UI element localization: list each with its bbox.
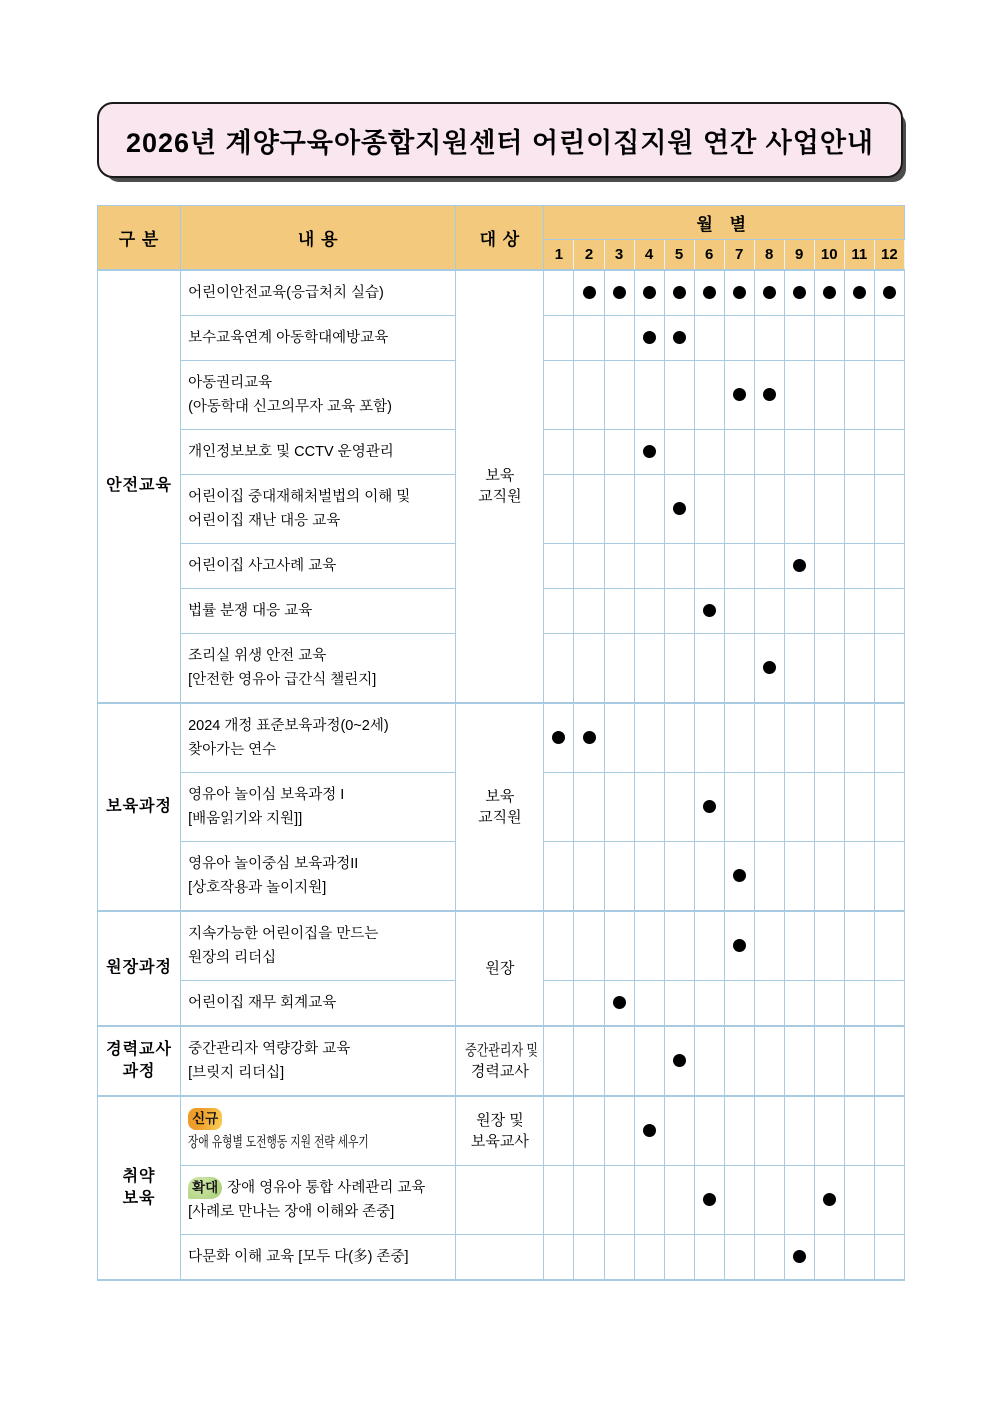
- month-cell: [634, 588, 664, 633]
- month-cell: [664, 1234, 694, 1280]
- month-cell: [844, 703, 874, 773]
- content-cell: 보수교육연계 아동학대예방교육: [181, 315, 456, 360]
- month-cell: [784, 1234, 814, 1280]
- month-cell: [544, 841, 574, 911]
- month-cell: [844, 588, 874, 633]
- month-cell: [874, 543, 904, 588]
- schedule-dot: [643, 331, 656, 344]
- month-cell: [544, 980, 574, 1026]
- month-cell: [604, 841, 634, 911]
- document-title: 2026년 계양구육아종합지원센터 어린이집지원 연간 사업안내: [97, 102, 903, 178]
- col-header-target: 대 상: [456, 206, 544, 270]
- month-cell: [664, 1026, 694, 1096]
- month-cell: [544, 360, 574, 429]
- month-cell: [694, 315, 724, 360]
- month-cell: [664, 633, 694, 703]
- content-cell: 중간관리자 역량강화 교육 [브릿지 리더십]: [181, 1026, 456, 1096]
- month-cell: [784, 1165, 814, 1234]
- month-cell: [544, 911, 574, 981]
- month-cell: [664, 360, 694, 429]
- month-cell: [664, 1165, 694, 1234]
- month-cell: [544, 543, 574, 588]
- target-cell: 중간관리자 및 경력교사: [456, 1026, 544, 1096]
- content-cell: 영유아 놀이중심 보육과정II [상호작용과 놀이지원]: [181, 841, 456, 911]
- schedule-dot: [733, 388, 746, 401]
- month-cell: [784, 588, 814, 633]
- month-cell: [634, 1096, 664, 1166]
- month-cell: [604, 703, 634, 773]
- month-cell: [874, 911, 904, 981]
- month-cell: [574, 1234, 604, 1280]
- content-cell: 지속가능한 어린이집을 만드는 원장의 리더십: [181, 911, 456, 981]
- month-cell: [874, 703, 904, 773]
- table-row: [98, 1234, 905, 1280]
- schedule-dot: [703, 604, 716, 617]
- month-cell: [814, 980, 844, 1026]
- month-cell: [754, 1096, 784, 1166]
- month-cell: [784, 980, 814, 1026]
- schedule-dot: [853, 286, 866, 299]
- month-cell: [844, 772, 874, 841]
- month-cell: [694, 474, 724, 543]
- month-cell: [574, 1026, 604, 1096]
- schedule-dot: [823, 1193, 836, 1206]
- schedule-dot: [583, 731, 596, 744]
- schedule-dot: [733, 286, 746, 299]
- month-cell: [874, 474, 904, 543]
- month-cell: [724, 543, 754, 588]
- category-cell: 취약 보육: [98, 1096, 181, 1280]
- month-cell: [784, 474, 814, 543]
- month-cell: [754, 980, 784, 1026]
- content-cell: 아동권리교육 (아동학대 신고의무자 교육 포함): [181, 360, 456, 429]
- month-cell: [754, 703, 784, 773]
- month-cell: [814, 1165, 844, 1234]
- month-cell: [754, 841, 784, 911]
- month-cell: [634, 429, 664, 474]
- month-cell: [874, 633, 904, 703]
- month-header-11: 11: [844, 240, 874, 270]
- month-cell: [844, 841, 874, 911]
- month-cell: [634, 1234, 664, 1280]
- month-cell: [664, 772, 694, 841]
- month-cell: [544, 270, 574, 316]
- month-cell: [604, 429, 634, 474]
- table-row: [98, 1096, 905, 1166]
- content-cell: 어린이집 재무 회계교육: [181, 980, 456, 1026]
- month-header-8: 8: [754, 240, 784, 270]
- month-cell: [574, 772, 604, 841]
- content-cell: 어린이안전교육(응급처치 실습): [181, 270, 456, 316]
- month-cell: [634, 360, 664, 429]
- month-cell: [544, 429, 574, 474]
- month-cell: [574, 360, 604, 429]
- month-cell: [844, 543, 874, 588]
- target-cell: 원장 및 보육교사: [456, 1096, 544, 1166]
- table-row: [98, 703, 905, 773]
- content-cell: 어린이집 중대재해처벌법의 이해 및 어린이집 재난 대응 교육: [181, 474, 456, 543]
- month-cell: [604, 980, 634, 1026]
- month-header-9: 9: [784, 240, 814, 270]
- schedule-dot: [673, 286, 686, 299]
- month-cell: [784, 543, 814, 588]
- month-cell: [664, 703, 694, 773]
- schedule-dot: [703, 286, 716, 299]
- month-cell: [664, 543, 694, 588]
- schedule-dot: [583, 286, 596, 299]
- content-cell: 신규장애 유형별 도전행동 지원 전략 세우기: [181, 1096, 456, 1166]
- month-cell: [724, 1234, 754, 1280]
- month-cell: [664, 474, 694, 543]
- month-cell: [784, 270, 814, 316]
- month-cell: [634, 911, 664, 981]
- schedule-dot: [793, 1250, 806, 1263]
- month-cell: [664, 429, 694, 474]
- schedule-dot: [613, 286, 626, 299]
- month-cell: [604, 772, 634, 841]
- month-cell: [544, 1165, 574, 1234]
- month-header-7: 7: [724, 240, 754, 270]
- month-cell: [784, 1026, 814, 1096]
- month-cell: [754, 360, 784, 429]
- schedule-dot: [763, 286, 776, 299]
- month-cell: [784, 429, 814, 474]
- month-cell: [664, 911, 694, 981]
- schedule-dot: [763, 661, 776, 674]
- month-cell: [574, 588, 604, 633]
- month-cell: [814, 633, 844, 703]
- month-header-3: 3: [604, 240, 634, 270]
- month-cell: [754, 588, 784, 633]
- table-row: [98, 270, 905, 316]
- month-cell: [724, 1026, 754, 1096]
- month-cell: [604, 543, 634, 588]
- schedule-dot: [643, 286, 656, 299]
- month-cell: [664, 980, 694, 1026]
- category-cell: 경력교사 과정: [98, 1026, 181, 1096]
- month-cell: [544, 474, 574, 543]
- month-cell: [874, 270, 904, 316]
- content-cell: 확대 장애 영유아 통합 사례관리 교육 [사례로 만나는 장애 이해와 존중]: [181, 1165, 456, 1234]
- schedule-dot: [793, 286, 806, 299]
- col-header-category: 구 분: [98, 206, 181, 270]
- month-cell: [844, 429, 874, 474]
- month-cell: [874, 772, 904, 841]
- month-cell: [664, 1096, 694, 1166]
- category-cell: 보육과정: [98, 703, 181, 911]
- month-cell: [784, 703, 814, 773]
- col-header-content: 내 용: [181, 206, 456, 270]
- month-cell: [814, 543, 844, 588]
- month-cell: [694, 360, 724, 429]
- month-cell: [724, 315, 754, 360]
- month-header-1: 1: [544, 240, 574, 270]
- table-row: [98, 1165, 905, 1234]
- month-cell: [724, 588, 754, 633]
- month-cell: [664, 841, 694, 911]
- month-cell: [574, 841, 604, 911]
- month-cell: [724, 633, 754, 703]
- month-cell: [874, 1026, 904, 1096]
- month-cell: [694, 703, 724, 773]
- schedule-dot: [763, 388, 776, 401]
- month-cell: [754, 315, 784, 360]
- month-cell: [844, 911, 874, 981]
- month-cell: [574, 633, 604, 703]
- month-cell: [754, 911, 784, 981]
- month-cell: [814, 270, 844, 316]
- month-cell: [634, 543, 664, 588]
- month-cell: [784, 1096, 814, 1166]
- month-cell: [844, 633, 874, 703]
- month-cell: [544, 1026, 574, 1096]
- month-cell: [844, 360, 874, 429]
- schedule-dot: [643, 1124, 656, 1137]
- month-cell: [694, 1026, 724, 1096]
- target-cell: 보육 교직원: [456, 270, 544, 703]
- month-cell: [634, 1026, 664, 1096]
- schedule-dot: [733, 939, 746, 952]
- schedule-dot: [703, 800, 716, 813]
- col-header-monthly: 월 별: [544, 206, 905, 240]
- content-cell: 조리실 위생 안전 교육 [안전한 영유아 급간식 챌린지]: [181, 633, 456, 703]
- schedule-dot: [883, 286, 896, 299]
- month-cell: [724, 911, 754, 981]
- schedule-dot: [673, 1054, 686, 1067]
- month-cell: [574, 429, 604, 474]
- month-cell: [784, 633, 814, 703]
- month-header-12: 12: [874, 240, 904, 270]
- month-cell: [724, 360, 754, 429]
- month-cell: [724, 772, 754, 841]
- month-cell: [874, 841, 904, 911]
- month-cell: [814, 1026, 844, 1096]
- month-cell: [604, 633, 634, 703]
- schedule-dot: [733, 869, 746, 882]
- month-cell: [604, 1165, 634, 1234]
- month-cell: [664, 270, 694, 316]
- month-cell: [574, 703, 604, 773]
- month-cell: [784, 841, 814, 911]
- month-cell: [814, 429, 844, 474]
- month-cell: [724, 1165, 754, 1234]
- expand-badge: 확대: [188, 1177, 222, 1199]
- month-header-6: 6: [694, 240, 724, 270]
- month-cell: [874, 588, 904, 633]
- category-cell: 원장과정: [98, 911, 181, 1026]
- content-cell: 영유아 놀이심 보육과정 I [배움읽기와 지원]]: [181, 772, 456, 841]
- month-cell: [694, 911, 724, 981]
- month-cell: [694, 588, 724, 633]
- schedule-dot: [552, 731, 565, 744]
- month-cell: [574, 1165, 604, 1234]
- month-cell: [874, 1234, 904, 1280]
- month-cell: [604, 588, 634, 633]
- month-cell: [814, 772, 844, 841]
- month-cell: [844, 1234, 874, 1280]
- month-cell: [634, 703, 664, 773]
- month-cell: [634, 841, 664, 911]
- month-cell: [784, 772, 814, 841]
- month-cell: [544, 772, 574, 841]
- month-cell: [814, 703, 844, 773]
- target-cell: 보육 교직원: [456, 703, 544, 911]
- month-cell: [634, 474, 664, 543]
- month-cell: [754, 1026, 784, 1096]
- month-cell: [604, 474, 634, 543]
- content-cell: 2024 개정 표준보육과정(0~2세) 찾아가는 연수: [181, 703, 456, 773]
- month-cell: [604, 315, 634, 360]
- month-cell: [604, 911, 634, 981]
- month-cell: [544, 703, 574, 773]
- month-cell: [874, 315, 904, 360]
- month-cell: [784, 360, 814, 429]
- month-cell: [754, 543, 784, 588]
- month-cell: [574, 1096, 604, 1166]
- month-cell: [874, 360, 904, 429]
- month-cell: [544, 315, 574, 360]
- month-cell: [814, 474, 844, 543]
- table-row: [98, 911, 905, 981]
- target-cell: [456, 1234, 544, 1280]
- month-cell: [634, 270, 664, 316]
- month-cell: [724, 980, 754, 1026]
- content-cell: 개인정보보호 및 CCTV 운영관리: [181, 429, 456, 474]
- month-cell: [694, 270, 724, 316]
- month-cell: [634, 772, 664, 841]
- month-cell: [724, 474, 754, 543]
- month-cell: [814, 588, 844, 633]
- schedule-dot: [673, 331, 686, 344]
- month-cell: [814, 911, 844, 981]
- month-cell: [544, 1234, 574, 1280]
- month-cell: [844, 980, 874, 1026]
- month-cell: [694, 1165, 724, 1234]
- month-cell: [784, 911, 814, 981]
- schedule-dot: [823, 286, 836, 299]
- schedule-dot: [613, 996, 626, 1009]
- month-cell: [604, 1234, 634, 1280]
- month-cell: [844, 1096, 874, 1166]
- month-cell: [724, 429, 754, 474]
- month-cell: [694, 429, 724, 474]
- month-cell: [844, 1165, 874, 1234]
- table-row: [98, 1026, 905, 1096]
- category-cell: 안전교육: [98, 270, 181, 703]
- content-cell: 법률 분쟁 대응 교육: [181, 588, 456, 633]
- month-cell: [754, 1165, 784, 1234]
- month-cell: [694, 980, 724, 1026]
- month-cell: [754, 1234, 784, 1280]
- month-cell: [694, 543, 724, 588]
- month-cell: [724, 270, 754, 316]
- month-cell: [814, 1096, 844, 1166]
- month-cell: [844, 474, 874, 543]
- month-cell: [634, 633, 664, 703]
- content-cell: 어린이집 사고사례 교육: [181, 543, 456, 588]
- month-cell: [844, 315, 874, 360]
- month-cell: [574, 315, 604, 360]
- content-cell: 다문화 이해 교육 [모두 다(多) 존중]: [181, 1234, 456, 1280]
- month-cell: [544, 588, 574, 633]
- month-cell: [694, 1234, 724, 1280]
- month-cell: [664, 588, 694, 633]
- month-header-2: 2: [574, 240, 604, 270]
- month-cell: [814, 360, 844, 429]
- new-badge: 신규: [188, 1108, 222, 1130]
- month-cell: [814, 841, 844, 911]
- month-cell: [844, 270, 874, 316]
- month-header-10: 10: [814, 240, 844, 270]
- month-cell: [724, 841, 754, 911]
- month-cell: [574, 270, 604, 316]
- schedule-dot: [673, 502, 686, 515]
- month-cell: [814, 1234, 844, 1280]
- month-cell: [634, 315, 664, 360]
- month-cell: [754, 429, 784, 474]
- month-cell: [874, 1096, 904, 1166]
- table-body: [98, 270, 905, 1280]
- month-cell: [604, 1026, 634, 1096]
- month-cell: [754, 772, 784, 841]
- month-cell: [604, 360, 634, 429]
- table-header: [98, 206, 905, 270]
- month-cell: [694, 633, 724, 703]
- month-cell: [844, 1026, 874, 1096]
- month-cell: [874, 429, 904, 474]
- schedule-dot: [793, 559, 806, 572]
- month-cell: [784, 315, 814, 360]
- month-cell: [814, 315, 844, 360]
- month-cell: [694, 1096, 724, 1166]
- month-cell: [574, 543, 604, 588]
- month-cell: [634, 980, 664, 1026]
- month-cell: [754, 270, 784, 316]
- month-cell: [634, 1165, 664, 1234]
- month-cell: [574, 474, 604, 543]
- month-cell: [874, 980, 904, 1026]
- schedule-dot: [703, 1193, 716, 1206]
- month-cell: [574, 911, 604, 981]
- month-cell: [724, 703, 754, 773]
- month-cell: [664, 315, 694, 360]
- month-cell: [604, 270, 634, 316]
- month-cell: [544, 1096, 574, 1166]
- month-cell: [694, 841, 724, 911]
- month-cell: [754, 633, 784, 703]
- month-cell: [874, 1165, 904, 1234]
- schedule-table: [97, 205, 905, 1281]
- month-cell: [604, 1096, 634, 1166]
- month-cell: [574, 980, 604, 1026]
- month-cell: [754, 474, 784, 543]
- month-cell: [694, 772, 724, 841]
- schedule-dot: [643, 445, 656, 458]
- month-cell: [724, 1096, 754, 1166]
- target-cell: [456, 1165, 544, 1234]
- month-cell: [544, 633, 574, 703]
- month-header-4: 4: [634, 240, 664, 270]
- target-cell: 원장: [456, 911, 544, 1026]
- month-header-5: 5: [664, 240, 694, 270]
